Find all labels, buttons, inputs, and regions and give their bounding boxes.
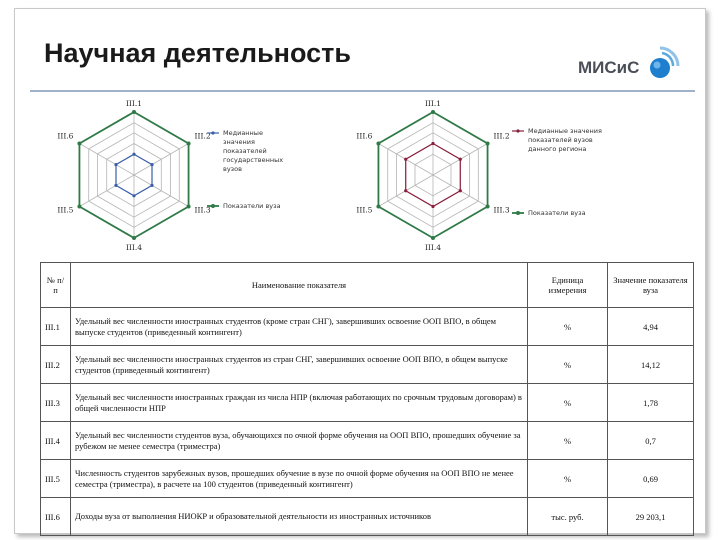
misis-logo xyxy=(578,44,688,90)
header-num: № п/п xyxy=(41,263,71,308)
row-value: 29 203,1 xyxy=(608,498,694,536)
table-header-row xyxy=(41,263,694,308)
row-unit: % xyxy=(528,346,608,384)
university-point xyxy=(431,236,435,240)
median-point xyxy=(431,142,434,145)
axis-label: III.1 xyxy=(125,99,143,108)
row-num: III.4 xyxy=(41,422,71,460)
median-point xyxy=(150,163,153,166)
header-value: Значение показателя вуза xyxy=(608,263,694,308)
legend-university-marker xyxy=(516,211,520,215)
row-name: Доходы вуза от выполнения НИОКР и образовательной деятельности из иностранных источников xyxy=(71,498,528,536)
legend-university-label: Показатели вуза xyxy=(223,202,281,210)
legend-median-label: Медианные значения показателей вузов данного региона xyxy=(528,127,602,153)
university-point xyxy=(77,142,81,146)
median-point xyxy=(459,158,462,161)
legend-median-marker xyxy=(211,131,214,134)
row-unit: % xyxy=(528,422,608,460)
axis-label: III.2 xyxy=(194,131,211,141)
university-point xyxy=(486,205,490,209)
university-point xyxy=(486,142,490,146)
row-value: 0,69 xyxy=(608,460,694,498)
row-name: Удельный вес численности студентов вуза, обучающихся по очной форме обучения на ООП ВПО, прошедших обучение за рубежом не менее семестра (триместра) xyxy=(71,422,528,460)
axis-label: III.6 xyxy=(57,131,74,141)
table-row xyxy=(41,460,694,498)
median-point xyxy=(114,163,117,166)
university-point xyxy=(431,110,435,114)
median-point xyxy=(404,158,407,161)
university-point xyxy=(132,110,136,114)
row-value: 4,94 xyxy=(608,308,694,346)
row-num: III.6 xyxy=(41,498,71,536)
row-name: Численность студентов зарубежных вузов, прошедших обучение в вузе по очной форме обучения на ООП ВПО не менее семестра (триместра), в расчете на 100 студентов (приведенный контингент) xyxy=(71,460,528,498)
radar-chart-national xyxy=(55,100,345,260)
table-row xyxy=(41,384,694,422)
legend-university-label: Показатели вуза xyxy=(528,209,586,217)
axis-label: III.4 xyxy=(125,243,143,252)
table-row xyxy=(41,346,694,384)
page-title: Научная деятельность xyxy=(44,38,351,68)
median-point xyxy=(404,189,407,192)
university-point xyxy=(376,142,380,146)
axis-label: III.3 xyxy=(194,205,211,215)
median-point xyxy=(459,189,462,192)
table-row xyxy=(41,498,694,536)
indicators-table xyxy=(40,262,694,536)
table-row xyxy=(41,422,694,460)
row-name: Удельный вес численности иностранных студентов из стран СНГ, завершивших освоение ООП ВПО, в общем выпуске студентов (приведенный контингент) xyxy=(71,346,528,384)
row-unit: % xyxy=(528,308,608,346)
axis-label: III.1 xyxy=(424,99,442,108)
row-name: Удельный вес численности иностранных граждан из числа НПР (включая работающих по срочным трудовым договорам) в общей численности НПР xyxy=(71,384,528,422)
legend-median-label: Медианные значения показателей государственных вузов xyxy=(223,129,284,173)
median-point xyxy=(431,205,434,208)
row-unit: тыс. руб. xyxy=(528,498,608,536)
row-name: Удельный вес численности иностранных студентов (кроме стран СНГ), завершивших освоение ООП ВПО, в общем выпуске студентов (приведенный контингент) xyxy=(71,308,528,346)
table-row xyxy=(41,308,694,346)
legend-median-marker xyxy=(516,129,519,132)
axis-label: III.2 xyxy=(493,131,510,141)
legend-university-marker xyxy=(211,204,215,208)
university-point xyxy=(376,205,380,209)
university-point xyxy=(77,205,81,209)
header-name: Наименование показателя xyxy=(71,263,528,308)
row-num: III.1 xyxy=(41,308,71,346)
axis-label: III.4 xyxy=(424,243,442,252)
row-num: III.2 xyxy=(41,346,71,384)
row-value: 0,7 xyxy=(608,422,694,460)
row-unit: % xyxy=(528,460,608,498)
row-value: 14,12 xyxy=(608,346,694,384)
university-point xyxy=(187,205,191,209)
university-point xyxy=(132,236,136,240)
median-point xyxy=(150,184,153,187)
row-num: III.5 xyxy=(41,460,71,498)
row-unit: % xyxy=(528,384,608,422)
header-unit: Единица измерения xyxy=(528,263,608,308)
axis-label: III.5 xyxy=(57,205,74,215)
median-point xyxy=(132,194,135,197)
row-num: III.3 xyxy=(41,384,71,422)
logo-circle-icon xyxy=(634,44,686,88)
axis-label: III.3 xyxy=(493,205,510,215)
row-value: 1,78 xyxy=(608,384,694,422)
title-divider xyxy=(30,90,695,92)
axis-label: III.6 xyxy=(356,131,373,141)
radar-chart-regional xyxy=(350,100,650,260)
median-point xyxy=(114,184,117,187)
logo-text: МИСиС xyxy=(578,58,640,77)
axis-label: III.5 xyxy=(356,205,373,215)
median-point xyxy=(132,153,135,156)
university-point xyxy=(187,142,191,146)
